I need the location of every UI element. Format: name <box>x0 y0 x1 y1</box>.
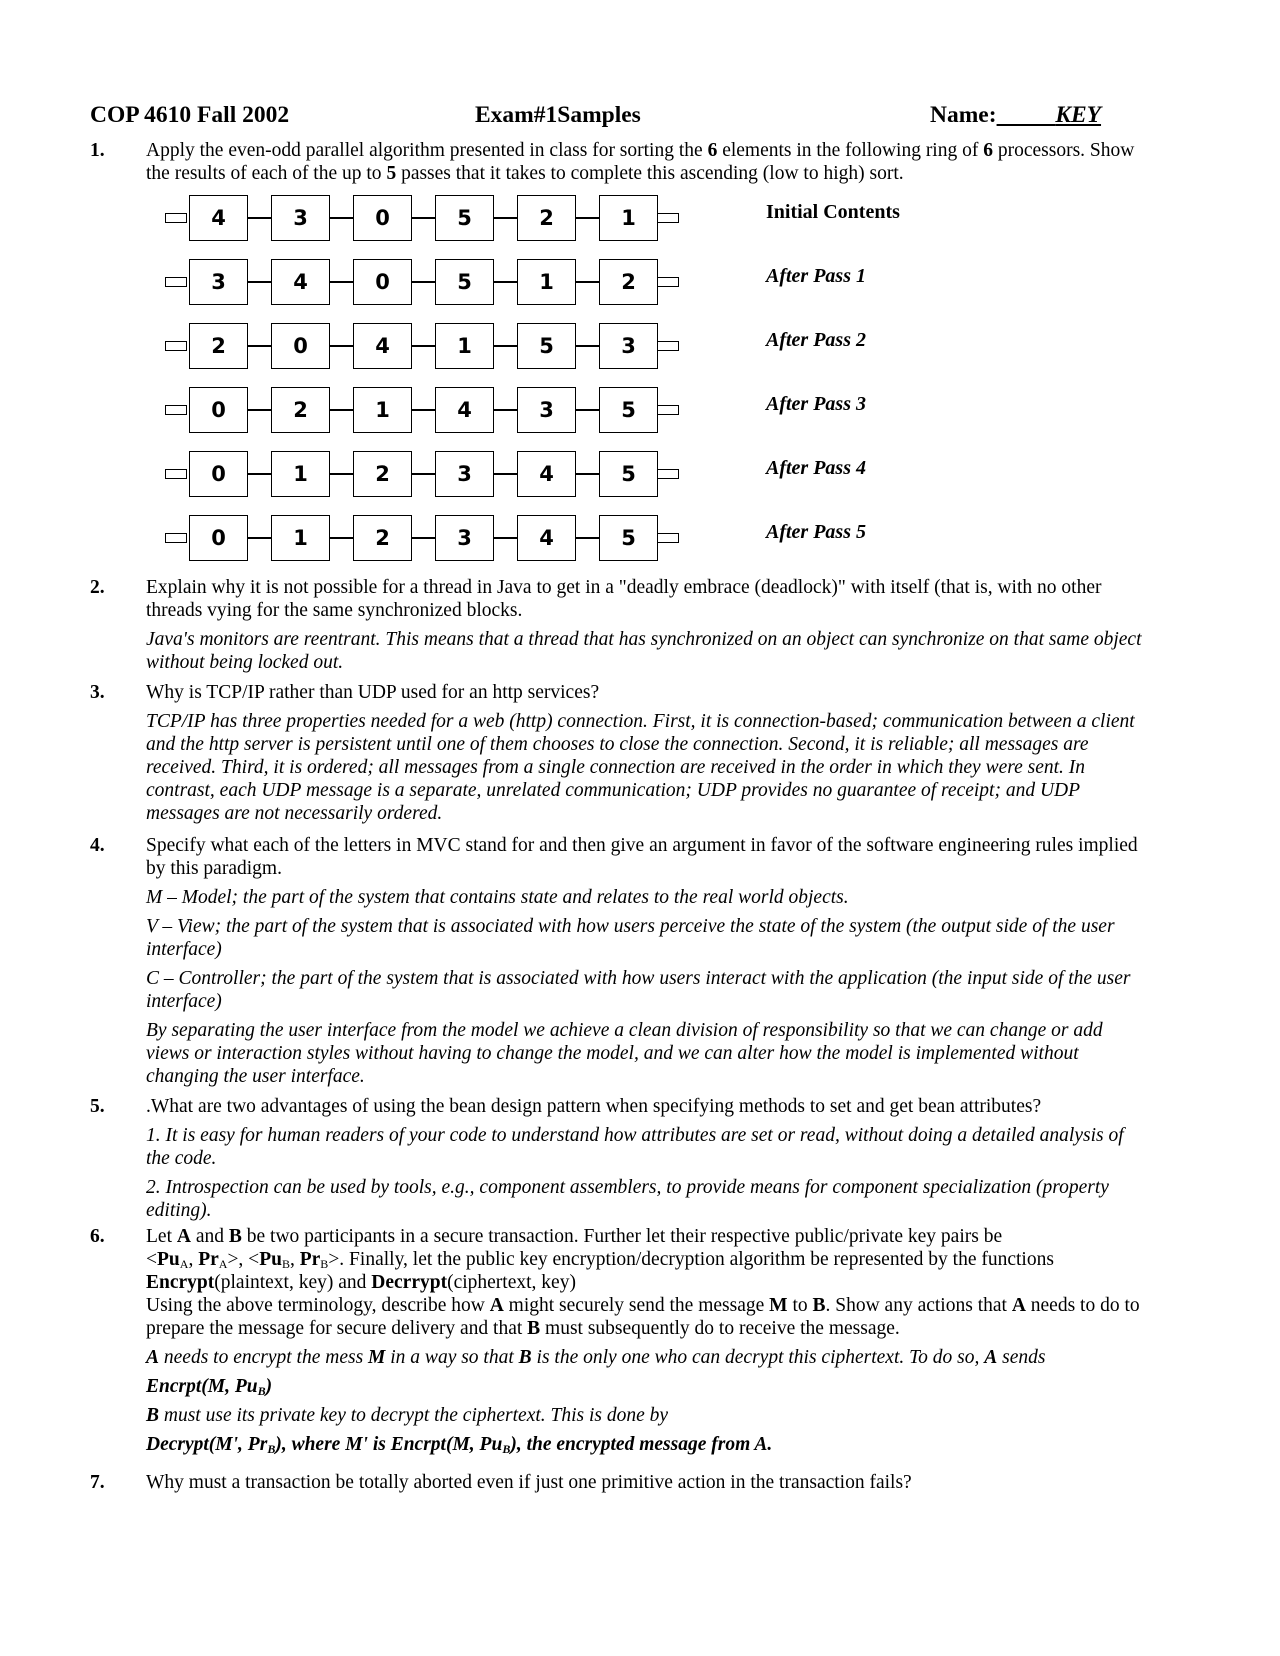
processor-cell: 5 <box>599 387 658 433</box>
processor-cell: 5 <box>435 259 494 305</box>
ring-connector <box>576 409 599 411</box>
text-segment: sends <box>997 1347 1046 1368</box>
processor-ring-row <box>165 515 685 563</box>
ring-end-right <box>657 213 679 223</box>
processor-cell: 1 <box>435 323 494 369</box>
processor-cell: 2 <box>517 195 576 241</box>
processor-cell: 4 <box>189 195 248 241</box>
ring-row-label: Initial Contents <box>766 201 900 223</box>
ring-connector <box>330 537 353 539</box>
subscript: B <box>502 1442 511 1456</box>
party-a: A <box>146 1347 160 1368</box>
question-number: 4. <box>90 835 105 856</box>
text-segment: in a way so that <box>385 1347 519 1368</box>
ring-end-right <box>657 469 679 479</box>
text-segment: needs to do to prepare the message for secure delivery and that <box>146 1295 1140 1339</box>
text-segment: must subsequently do to receive the message. <box>540 1318 900 1339</box>
key-symbol: Pr <box>299 1249 321 1270</box>
text-segment: Apply the even-odd parallel algorithm presented in class for sorting the <box>146 140 708 161</box>
question-6 <box>90 1225 1150 1456</box>
question-number: 5. <box>90 1096 105 1117</box>
exam-header <box>90 104 1130 134</box>
ring-connector <box>576 537 599 539</box>
ring-connector <box>494 409 517 411</box>
question-text <box>146 1225 1150 1248</box>
question-2 <box>90 576 1150 674</box>
processor-cell: 1 <box>599 195 658 241</box>
subscript: B <box>320 1257 329 1271</box>
ring-end-right <box>657 341 679 351</box>
processor-cell: 0 <box>353 259 412 305</box>
name-value: KEY <box>1055 102 1102 128</box>
question-text: Specify what each of the letters in MVC stand for and then give an argument in favor of the software engineering rules implied by this paradigm. <box>146 835 1138 879</box>
ring-connector <box>494 217 517 219</box>
ring-end-left <box>165 405 187 415</box>
question-5 <box>90 1095 1150 1222</box>
ring-row-label: After Pass 3 <box>766 393 866 415</box>
processor-cell: 0 <box>353 195 412 241</box>
subscript: B <box>257 1384 266 1398</box>
name-blank <box>997 102 1056 128</box>
party-a: A <box>489 1295 504 1316</box>
processor-ring-row <box>165 451 685 499</box>
processor-cell: 0 <box>271 323 330 369</box>
ring-connector <box>248 537 271 539</box>
party-b: B <box>527 1318 541 1339</box>
subscript: B <box>281 1257 290 1271</box>
ring-connector <box>494 537 517 539</box>
question-number: 1. <box>90 140 105 161</box>
text-segment: (plaintext, key) and <box>214 1272 372 1293</box>
answer-encrypt-text <box>146 1346 1150 1369</box>
party-b: B <box>812 1295 826 1316</box>
answer-text: TCP/IP has three properties needed for a web (http) connection. First, it is connection-based; communication between a client and the http server is persistent until one of them chooses to close the connection. Second, it is reliable; all messages are received. Third, it is ordered; all messages from a single connection are received in the order in which they were sent. In contrast, each UDP message is a separate, unrelated communication; UDP provides no guarantee of receipt; and UDP messages are not necessarily ordered. <box>146 711 1135 824</box>
party-a: A <box>176 1226 191 1247</box>
processor-cell: 0 <box>189 515 248 561</box>
processor-cell: 5 <box>599 515 658 561</box>
text-segment: might securely send the message <box>503 1295 770 1316</box>
ring-connector <box>576 281 599 283</box>
processor-cell: 1 <box>271 451 330 497</box>
ring-connector <box>330 473 353 475</box>
answer-2: 2. Introspection can be used by tools, e.g., component assemblers, to provide means for component specialization (property editing). <box>146 1177 1109 1221</box>
ring-connector <box>576 345 599 347</box>
ring-row-label: After Pass 5 <box>766 521 866 543</box>
processor-cell: 3 <box>599 323 658 369</box>
ring-connector <box>412 473 435 475</box>
ring-connector <box>576 217 599 219</box>
processor-cell: 0 <box>189 451 248 497</box>
text-segment: be two participants in a secure transaction. Further let their respective public/private key pairs be <box>241 1226 1003 1247</box>
function-name: Decrrypt <box>371 1272 448 1293</box>
processor-cell: 4 <box>517 451 576 497</box>
question-text: Why must a transaction be totally aborted even if just one primitive action in the transaction fails? <box>146 1472 912 1493</box>
answer-encrypt-expression <box>146 1375 1150 1398</box>
party-a: A <box>1011 1295 1026 1316</box>
ring-connector <box>248 409 271 411</box>
processor-ring-row <box>165 259 685 307</box>
subscript: A <box>218 1257 228 1271</box>
processor-cell: 3 <box>435 515 494 561</box>
message-symbol: M <box>769 1295 788 1316</box>
processor-cell: 3 <box>435 451 494 497</box>
ring-connector <box>248 217 271 219</box>
question-text: .What are two advantages of using the bean design pattern when specifying methods to set and get bean attributes? <box>146 1096 1042 1117</box>
expression: ), where M' is Encrpt(M, Pu <box>275 1434 503 1455</box>
processor-cell: 5 <box>435 195 494 241</box>
answer-model: M – Model; the part of the system that contains state and relates to the real world objects. <box>146 887 849 908</box>
question-1 <box>90 139 1150 185</box>
text-segment: Let <box>146 1226 177 1247</box>
text-segment: . Show any actions that <box>825 1295 1012 1316</box>
course-title: COP 4610 Fall 2002 <box>90 102 290 128</box>
ring-connector <box>412 281 435 283</box>
text-segment: is the only one who can decrypt this ciphertext. To do so, <box>531 1347 985 1368</box>
ring-row-label: After Pass 1 <box>766 265 866 287</box>
processor-cell: 4 <box>435 387 494 433</box>
question-number: 3. <box>90 682 105 703</box>
ring-end-left <box>165 213 187 223</box>
processor-ring-row <box>165 323 685 371</box>
processor-cell: 2 <box>353 451 412 497</box>
ring-connector <box>248 281 271 283</box>
answer-1: 1. It is easy for human readers of your code to understand how attributes are set or read, without doing a detailed analysis of the code. <box>146 1125 1124 1169</box>
subscript: A <box>179 1257 189 1271</box>
processor-ring-row <box>165 387 685 435</box>
processor-cell: 2 <box>599 259 658 305</box>
ring-connector <box>494 473 517 475</box>
text-segment: elements in the following ring of <box>717 140 984 161</box>
ring-end-left <box>165 469 187 479</box>
expression: ) <box>265 1376 273 1397</box>
name-label: Name: <box>930 102 997 128</box>
question-number: 7. <box>90 1472 105 1493</box>
ring-end-right <box>657 533 679 543</box>
expression: Encrpt(M, Pu <box>146 1376 258 1397</box>
ring-end-left <box>165 341 187 351</box>
processor-cell: 3 <box>517 387 576 433</box>
ring-connector <box>330 345 353 347</box>
ring-connector <box>330 409 353 411</box>
processor-cell: 3 <box>271 195 330 241</box>
bold-number: 6 <box>983 140 993 161</box>
ring-row-label: After Pass 2 <box>766 329 866 351</box>
ring-connector <box>412 409 435 411</box>
text-segment: >, < <box>227 1249 260 1270</box>
processor-cell: 3 <box>189 259 248 305</box>
ring-connector <box>248 473 271 475</box>
subscript: B <box>267 1442 276 1456</box>
processor-cell: 5 <box>517 323 576 369</box>
party-b: B <box>518 1347 532 1368</box>
ring-end-left <box>165 533 187 543</box>
question-number: 6. <box>90 1226 105 1247</box>
text-segment: and <box>190 1226 229 1247</box>
answer-view: V – View; the part of the system that is associated with how users perceive the state of the system (the output side of the user interface) <box>146 916 1115 960</box>
answer-controller: C – Controller; the part of the system that is associated with how users interact with the application (the input side of the user interface) <box>146 968 1131 1012</box>
message-symbol: M <box>368 1347 386 1368</box>
processor-cell: 2 <box>189 323 248 369</box>
function-name: Encrypt <box>146 1272 215 1293</box>
text-segment: processors. Show the results of each of the up to <box>146 140 1135 184</box>
processor-cell: 5 <box>599 451 658 497</box>
name-field <box>930 104 1101 127</box>
processor-ring-row <box>165 195 685 243</box>
processor-cell: 1 <box>517 259 576 305</box>
processor-cell: 1 <box>353 387 412 433</box>
text-segment: (ciphertext, key) <box>447 1272 576 1293</box>
ring-connector <box>330 217 353 219</box>
ring-connector <box>576 473 599 475</box>
question-text: Why is TCP/IP rather than UDP used for an http services? <box>146 682 600 703</box>
functions-text <box>146 1271 1150 1294</box>
answer-argument: By separating the user interface from the model we achieve a clean division of responsibility so that we can change or add views or interaction styles without having to change the model, and we can alter how the model is implemented without changing the user interface. <box>146 1020 1103 1087</box>
processor-cell: 4 <box>517 515 576 561</box>
exam-title: Exam#1Samples <box>475 102 641 128</box>
expression: Decrypt(M', Pr <box>146 1434 268 1455</box>
answer-decrypt-expression <box>146 1433 1150 1456</box>
ring-end-right <box>657 277 679 287</box>
text-segment: , <box>289 1249 300 1270</box>
ring-row-label: After Pass 4 <box>766 457 866 479</box>
bold-number: 5 <box>386 163 397 184</box>
question-text <box>146 139 1150 185</box>
question-4 <box>90 834 1150 1088</box>
question-3 <box>90 681 1150 825</box>
question-text: Explain why it is not possible for a thread in Java to get in a "deadly embrace (deadlock)" with itself (that is, with no other threads vying for the same synchronized blocks. <box>146 577 1102 621</box>
text-segment: passes that it takes to complete this ascending (low to high) sort. <box>396 163 904 184</box>
processor-cell: 1 <box>271 515 330 561</box>
key-symbol: Pr <box>198 1249 219 1270</box>
party-a: A <box>984 1347 998 1368</box>
ring-connector <box>494 345 517 347</box>
question-number: 2. <box>90 577 105 598</box>
key-symbol: Pu <box>259 1249 282 1270</box>
processor-cell: 4 <box>271 259 330 305</box>
key-symbol: Pu <box>157 1249 180 1270</box>
ring-connector <box>330 281 353 283</box>
expression: ), the encrypted message from A. <box>510 1434 773 1455</box>
instruction-text <box>146 1294 1150 1340</box>
answer-decrypt-text <box>146 1404 1150 1427</box>
party-b: B <box>228 1226 242 1247</box>
processor-cell: 0 <box>189 387 248 433</box>
processor-cell: 4 <box>353 323 412 369</box>
text-segment: to <box>787 1295 813 1316</box>
text-segment: < <box>146 1249 157 1270</box>
processor-cell: 2 <box>271 387 330 433</box>
text-segment: needs to encrypt the mess <box>159 1347 369 1368</box>
ring-connector <box>248 345 271 347</box>
answer-text: Java's monitors are reentrant. This means that a thread that has synchronized on an object can synchronize on that same object without being locked out. <box>146 629 1142 673</box>
question-7 <box>90 1471 1150 1494</box>
ring-connector <box>412 345 435 347</box>
key-pairs-text <box>146 1248 1150 1271</box>
bold-number: 6 <box>707 140 718 161</box>
text-segment: , <box>188 1249 199 1270</box>
ring-connector <box>494 281 517 283</box>
ring-end-right <box>657 405 679 415</box>
text-segment: >. Finally, let the public key encryption/decryption algorithm be represented by the functions <box>328 1249 1054 1270</box>
text-segment: Using the above terminology, describe how <box>146 1295 490 1316</box>
ring-connector <box>412 217 435 219</box>
text-segment: must use its private key to decrypt the ciphertext. This is done by <box>159 1405 669 1426</box>
processor-cell: 2 <box>353 515 412 561</box>
ring-connector <box>412 537 435 539</box>
party-b: B <box>146 1405 160 1426</box>
ring-end-left <box>165 277 187 287</box>
